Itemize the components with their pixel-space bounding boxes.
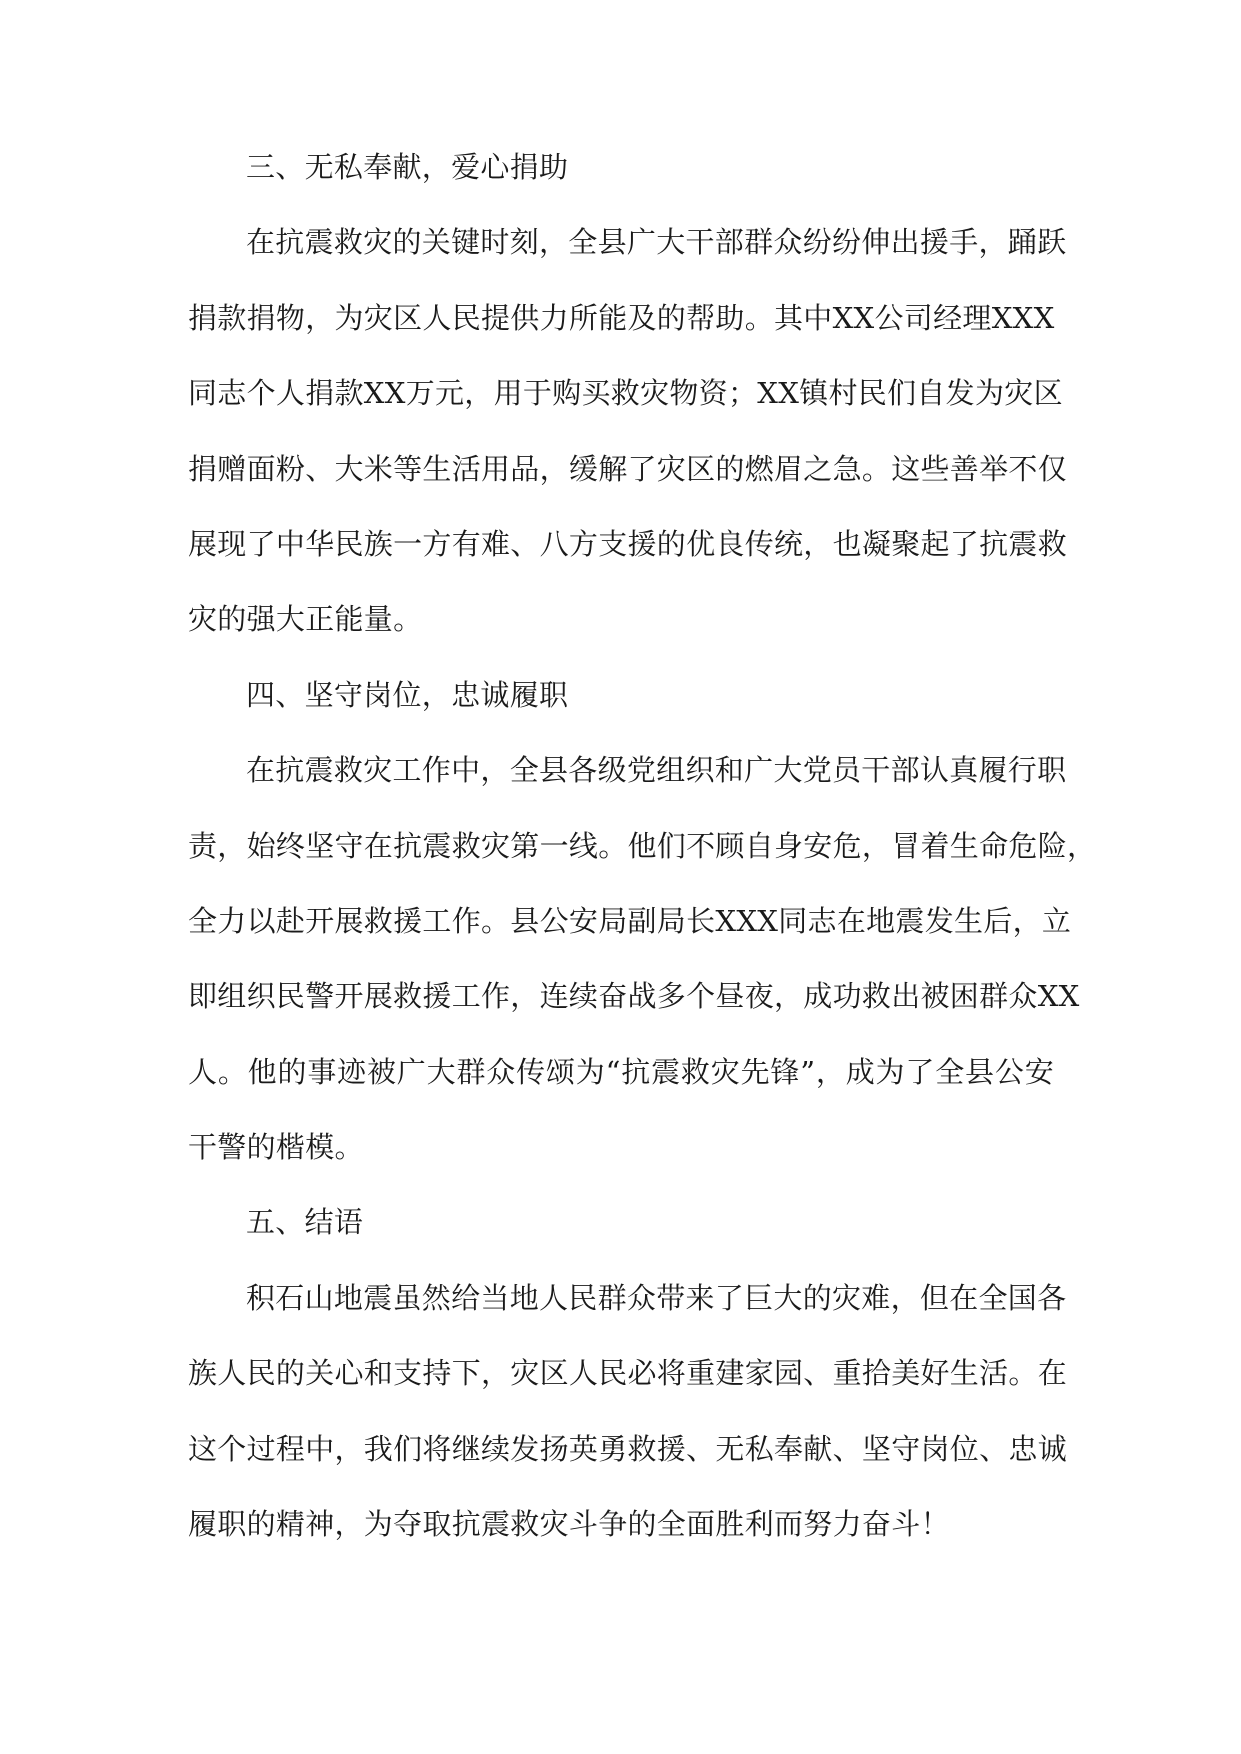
paragraph-line: 捐赠面粉、大米等生活用品，缓解了灾区的燃眉之急。这些善举不仅	[188, 451, 1068, 486]
document-body	[188, 147, 1097, 1579]
paragraph-line: 积石山地震虽然给当地人民群众带来了巨大的灾难，但在全国各	[246, 1280, 1067, 1315]
paragraph-line: 责，始终坚守在抗震救灾第一线。他们不顾自身安危，冒着生命危险，	[188, 828, 1097, 863]
paragraph-line: 灾的强大正能量。	[188, 602, 423, 637]
section-heading: 四、坚守岗位，忠诚履职	[246, 677, 569, 712]
paragraph-line: 干警的楷模。	[188, 1130, 364, 1165]
paragraph-line: 这个过程中，我们将继续发扬英勇救援、无私奉献、坚守岗位、忠诚	[188, 1431, 1068, 1466]
paragraph-line: 同志个人捐款XX万元，用于购买救灾物资；XX镇村民们自发为灾区	[188, 376, 1063, 411]
paragraph-line: 在抗震救灾工作中，全县各级党组织和广大党员干部认真履行职	[246, 753, 1067, 788]
section-heading: 五、结语	[246, 1205, 364, 1240]
paragraph-line: 在抗震救灾的关键时刻，全县广大干部群众纷纷伸出援手，踊跃	[246, 225, 1067, 260]
paragraph-line: 展现了中华民族一方有难、八方支援的优良传统，也凝聚起了抗震救	[188, 526, 1068, 561]
paragraph-line: 即组织民警开展救援工作，连续奋战多个昼夜，成功救出被困群众XX	[188, 979, 1080, 1014]
paragraph-line: 全力以赴开展救援工作。县公安局副局长XXX同志在地震发生后，立	[188, 903, 1072, 938]
paragraph-line: 族人民的关心和支持下，灾区人民必将重建家园、重拾美好生活。在	[188, 1356, 1068, 1391]
section-heading: 三、无私奉献，爱心捐助	[246, 150, 569, 184]
paragraph-line: 人。他的事迹被广大群众传颂为“抗震救灾先锋”，成为了全县公安	[188, 1054, 1054, 1089]
paragraph-line: 捐款捐物，为灾区人民提供力所能及的帮助。其中XX公司经理XXX	[188, 300, 1055, 335]
paragraph-line: 履职的精神，为夺取抗震救灾斗争的全面胜利而努力奋斗！	[188, 1507, 950, 1542]
